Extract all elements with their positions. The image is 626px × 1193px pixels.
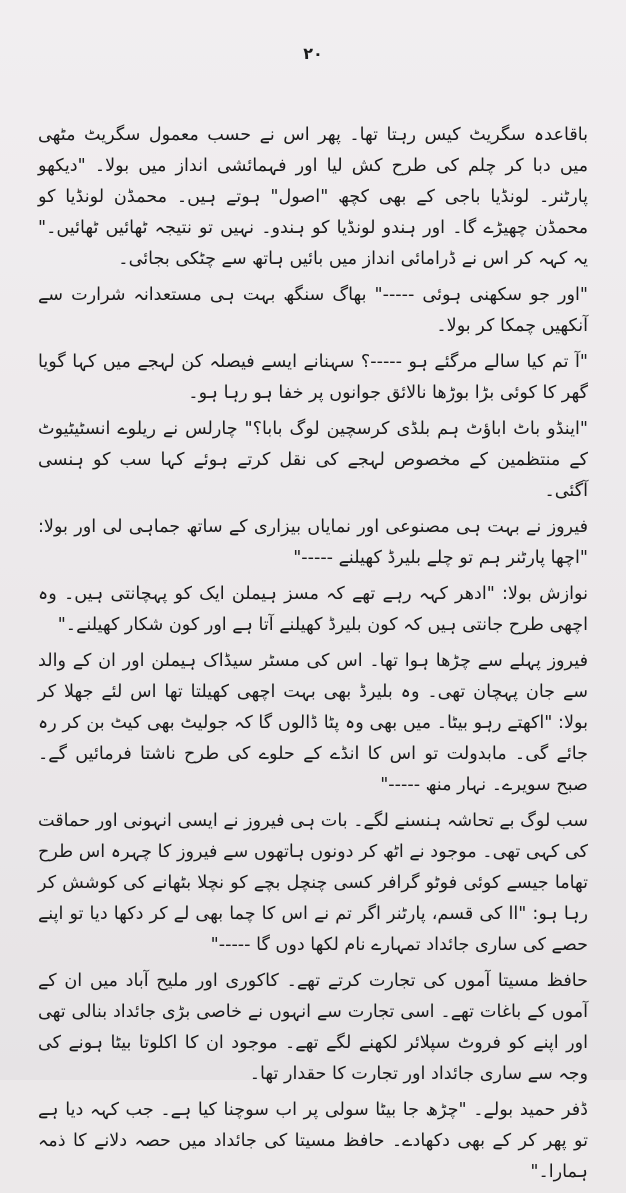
paragraph: ڈفر حمید بولے۔ "چڑھ جا بیٹا سولی پر اب سوچنا کیا ہے۔ جب کہہ دیا ہے تو پھر کر کے بھی دکھادے۔ حافظ مسیتا کی جائداد میں حصہ دلانے کا ذمہ ہمارا۔" [38,1100,588,1182]
paragraph: سب لوگ بے تحاشہ ہنسنے لگے۔ بات ہی فیروز نے ایسی انہونی اور حماقت کی کہی تھی۔ موجود نے اٹھ کر دونوں ہاتھوں سے فیروز کا چہرہ اس طرح تھاما جیسے کوئی فوٹو گرافر کسی چنچل بچے کو نچلا بٹھانے کی کوشش کر رہا ہو: "اا کی قسم، پارٹنر اگر تم نے اس کا چما بھی لے کر دکھا دیا تو اپنے حصے کی ساری جائداد تمہارے نام لکھا دوں گا -----" [38,811,588,955]
paragraph: "اور جو سکھنی ہوئی -----" بھاگ سنگھ بہت ہی مستعدانہ شرارت سے آنکھیں چمکا کر بولا۔ [38,285,588,336]
page-body [38,120,588,1193]
paragraph: "اینڈو باٹ اباؤٹ ہم بلڈی کرسچین لوگ بابا؟" چارلس نے ریلوے انسٹیٹیوٹ کے منتظمین کے مخصوص لہجے کی نقل کرتے ہوئے کہا سب کو ہنسی آگئی۔ [38,419,588,501]
page-number: ۲۰ [303,44,323,63]
paragraph: فیروز پہلے سے چڑھا ہوا تھا۔ اس کی مسٹر سیڈاک ہیملن اور ان کے والد سے جان پہچان تھی۔ وہ بلیرڈ بھی بہت اچھی کھیلتا تھا اس لئے جھلا کر بولا: "اکھتے رہو بیٹا۔ میں بھی وہ پٹا ڈالوں گا کہ جولیٹ بھی کیٹ بن کر رہ جائے گی۔ مابدولت تو اس کا انڈے کے حلوے کی طرح ناشتا فرمائیں گے۔ صبح سویرے۔ نہار منھ -----" [38,651,588,795]
paragraph: "آ تم کیا سالے مرگئے ہو -----؟ سہنانے ایسے فیصلہ کن لہجے میں کہا گویا گھر کا کوئی بڑا بوڑھا نالائق جوانوں پر خفا ہو رہا ہو۔ [38,352,588,403]
paragraph: حافظ مسیتا آموں کی تجارت کرتے تھے۔ کاکوری اور ملیح آباد میں ان کے آموں کے باغات تھے۔ اسی تجارت سے انہوں نے خاصی بڑی جائداد بنالی تھی اور اپنے کو فروٹ سپلائر لکھنے لگے تھے۔ موجود ان کا اکلوتا بیٹا ہونے کی وجہ سے ساری جائداد اور تجارت کا حقدار تھا۔ [38,971,588,1084]
paragraph: نوازش بولا: "ادھر کہہ رہے تھے کہ مسز ہیملن ایک کو پہچانتی ہیں۔ وہ اچھی طرح جانتی ہیں کہ کون بلیرڈ کھیلنے آتا ہے اور کون شکار کھیلنے۔" [38,584,588,635]
paragraph: فیروز نے بہت ہی مصنوعی اور نمایاں بیزاری کے ساتھ جماہی لی اور بولا: "اچھا پارٹنر ہم تو چلے بلیرڈ کھیلنے -----" [38,517,588,568]
paragraph: باقاعدہ سگریٹ کیس رہتا تھا۔ پھر اس نے حسب معمول سگریٹ مٹھی میں دبا کر چلم کی طرح کش لیا اور فہمائشی انداز میں بولا۔ "دیکھو پارٹنر۔ لونڈیا باجی کے بھی کچھ "اصول" ہوتے ہیں۔ محمڈن لونڈیا کو محمڈن چھیڑے گا۔ اور ہندو لونڈیا کو ہندو۔ نہیں تو نتیجہ ٹھائیں ٹھائیں۔" یہ کہہ کر اس نے ڈرامائی انداز میں بائیں ہاتھ سے چٹکی بجائی۔ [38,125,588,269]
